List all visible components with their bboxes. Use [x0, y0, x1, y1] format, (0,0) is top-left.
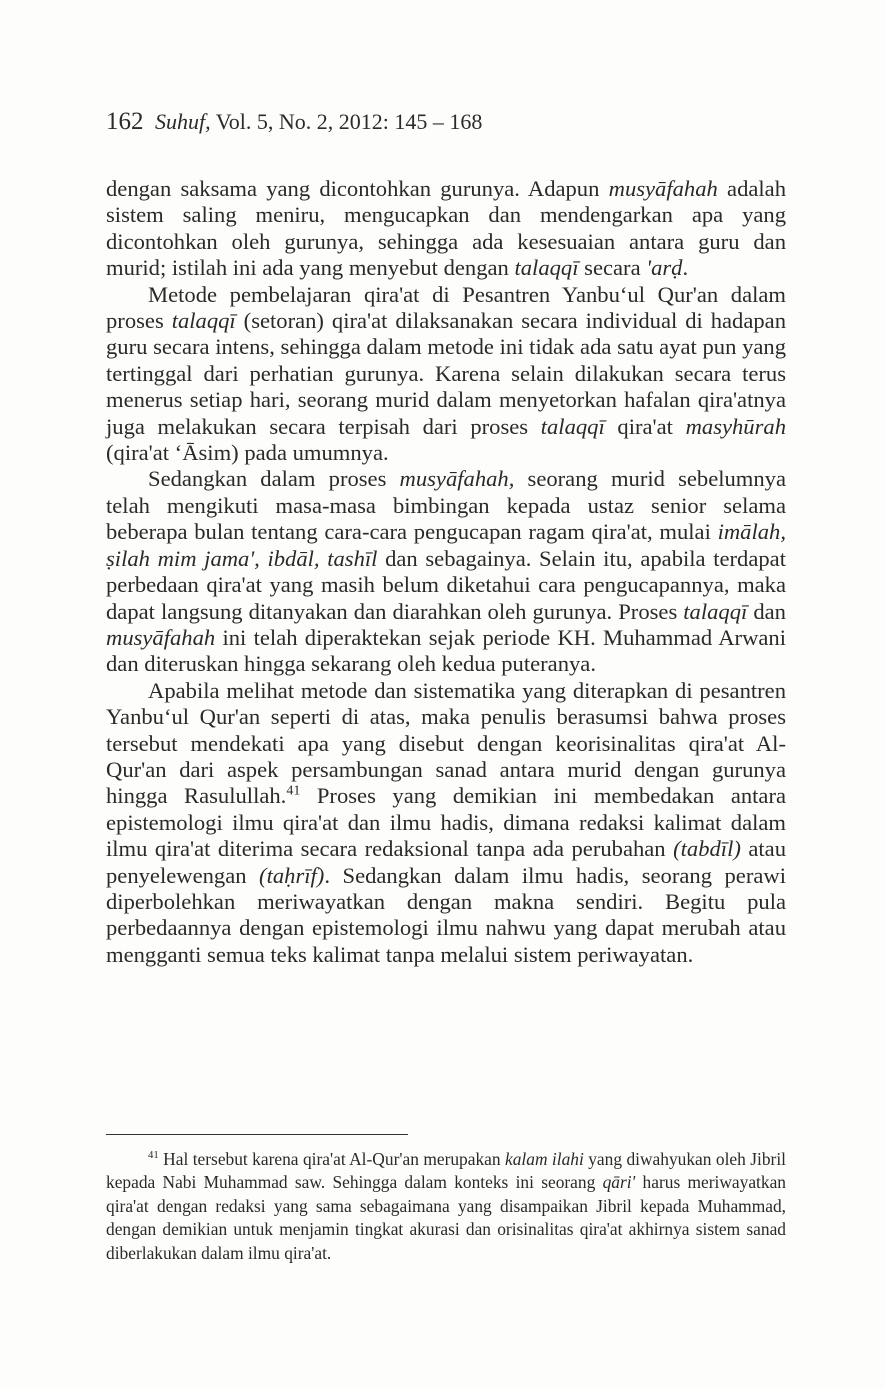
italic-term: kalam ilahi — [505, 1149, 584, 1169]
italic-term: (taḥrīf) — [259, 862, 325, 888]
text-run: harus meriwayatkan qira'at dengan redaksi yang sama sebagaimana yang disampaikan Jibril kepada Muhammad, dengan demikian untuk menjamin tingkat akurasi dan orisinalitas qira'at akhirnya sistem sanad diberlakukan dalam ilmu qira'at. — [106, 1172, 786, 1263]
text-run: ini telah diperaktekan sejak periode KH. Muhammad Arwani dan diteruskan hingga sekarang oleh kedua puteranya. — [106, 624, 786, 677]
text-run: atau penyelewengan — [106, 836, 786, 888]
text-run: dan sebagainya. Selain itu, apabila terdapat perbedaan qira'at yang masih belum diketahui cara pengucapannya, maka dapat langsung ditanyakan dan diarahkan oleh gurunya. Proses — [106, 545, 786, 624]
text-run: qira'at — [604, 413, 686, 439]
paragraph-1 — [106, 176, 786, 282]
text-run: Metode pembelajaran qira'at di Pesantren Yanbu‘ul Qur'an dalam proses — [106, 281, 786, 334]
text-run: (setoran) qira'at dilaksanakan secara individual di hadapan guru secara intens, sehingga dalam metode ini tidak ada satu ayat pun yang tertinggal dari perhatian gurunya. Karena selain dilakukan secara terus menerus setiap hari, seorang murid dalam menyetorkan hafalan qira'atnya juga melakukan secara terpisah dari proses — [106, 308, 786, 439]
text-run: Proses yang demikian ini membedakan antara epistemologi ilmu qira'at dan ilmu hadis, dimana redaksi kalimat dalam ilmu qira'at diterima secara redaksional tanpa ada perubahan — [106, 783, 786, 862]
footnote-text — [106, 1148, 786, 1265]
text-run: dan — [747, 598, 786, 624]
text-run: (qira'at ‘Āsim) pada umumnya. — [106, 440, 389, 466]
italic-term: talaqqī — [540, 413, 605, 439]
footnote-divider — [106, 1134, 408, 1135]
text-run: . Sedangkan dalam ilmu hadis, seorang perawi diperbolehkan meriwayatkan dengan makna sendiri. Begitu pula perbedaannya dengan epistemologi ilmu nahwu yang dapat merubah atau mengganti semua teks kalimat tanpa melalui sistem periwayatan. — [106, 862, 786, 967]
italic-term: masyhūrah — [685, 413, 786, 439]
journal-title: Suhuf, — [155, 109, 211, 134]
italic-term: talaqqī — [683, 598, 748, 624]
text-run: yang diwahyukan oleh Jibril kepada Nabi Muhammad saw. Sehingga dalam konteks ini seorang — [106, 1149, 786, 1193]
italic-term: musyāfahah — [608, 176, 718, 201]
italic-term: musyāfahah, — [399, 466, 515, 492]
text-run: adalah sistem saling meniru, mengucapkan dan mendengarkan apa yang dicontohkan oleh gurunya, sehingga ada kesesuaian antara guru dan murid; istilah ini ada yang menyebut dengan — [106, 176, 786, 281]
italic-term: talaqqī — [514, 255, 579, 281]
italic-term: qāri' — [602, 1172, 636, 1193]
text-run: seorang murid sebelumnya telah mengikuti masa-masa bimbingan kepada ustaz senior selama beberapa bulan tentang cara-cara pengucapan ragam qira'at, mulai — [106, 466, 786, 545]
text-run: Apabila melihat metode dan sistematika yang diterapkan di pesantren Yanbu‘ul Qur'an seperti di atas, maka penulis berasumsi bahwa proses tersebut mendekati apa yang disebut dengan keorisinalitas qira'at Al-Qur'an dari aspek persambungan sanad antara murid dengan gurunya hingga Rasulullah. — [106, 677, 786, 809]
footnote-reference[interactable]: 41 — [286, 783, 301, 799]
journal-citation: Vol. 5, No. 2, 2012: 145 – 168 — [215, 109, 483, 134]
footnote-41 — [106, 1148, 786, 1265]
running-head — [106, 108, 482, 136]
footnote-number: 41 — [148, 1149, 159, 1162]
paragraph-3 — [106, 466, 786, 677]
body-text — [106, 176, 786, 968]
italic-term: (tabdīl) — [673, 836, 741, 862]
text-run: secara — [578, 255, 647, 281]
text-run: . — [682, 255, 689, 281]
italic-term: 'arḍ — [646, 255, 683, 281]
text-run: Sedangkan dalam proses — [148, 466, 400, 492]
page-number: 162 — [106, 108, 144, 135]
italic-term: musyāfahah — [106, 624, 216, 650]
text-run: dengan saksama yang dicontohkan gurunya. Adapun — [106, 176, 609, 201]
italic-term: talaqqī — [171, 308, 236, 334]
paragraph-2 — [106, 282, 786, 467]
text-run: Hal tersebut karena qira'at Al-Qur'an merupakan — [158, 1149, 505, 1169]
paragraph-4 — [106, 678, 786, 968]
italic-term: imālah, ṣilah mim jama', ibdāl, tashīl — [106, 519, 786, 571]
